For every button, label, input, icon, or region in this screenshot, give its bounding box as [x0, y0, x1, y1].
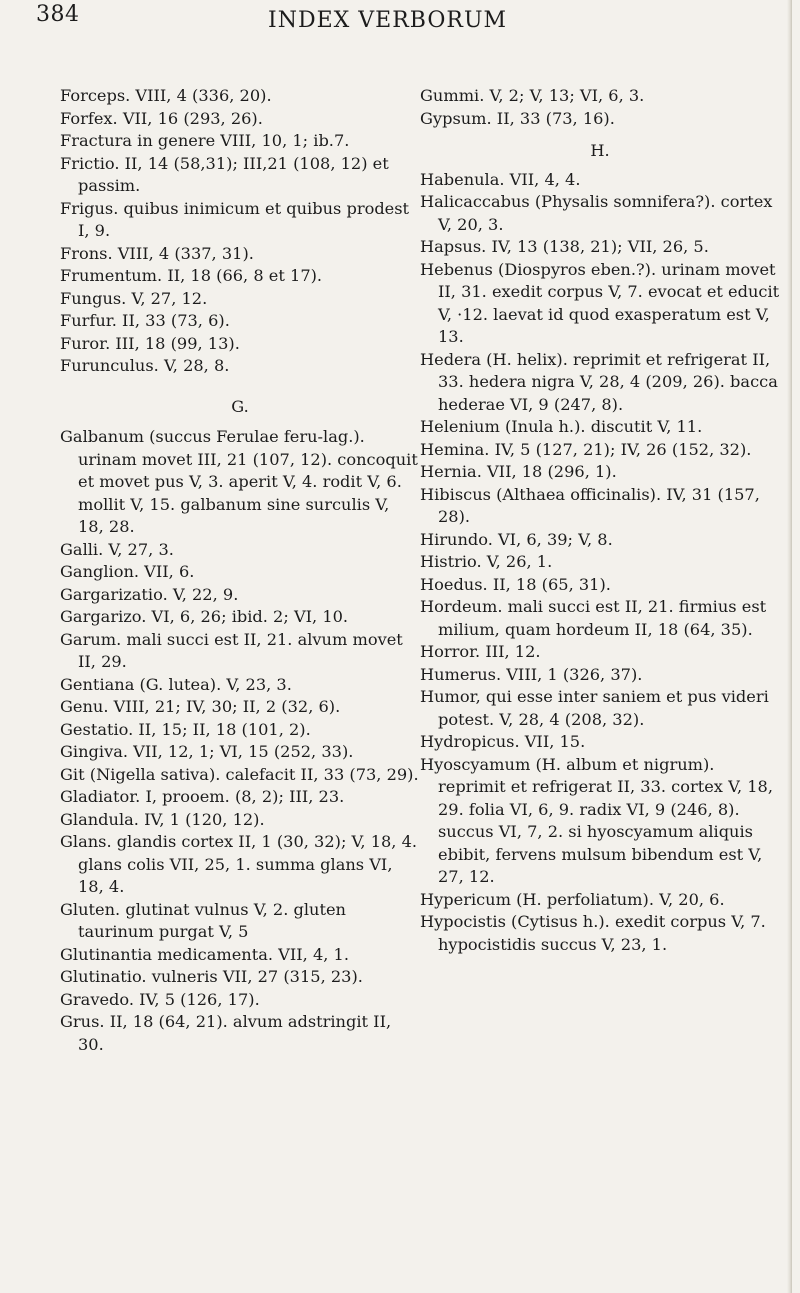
index-entry: Galli. V, 27, 3. [60, 539, 174, 559]
index-entry: Forfex. VII, 16 (293, 26). [60, 108, 263, 128]
right-column [420, 85, 780, 956]
index-entry: Git (Nigella sativa). calefacit II, 33 (73, 29). [60, 764, 419, 784]
index-entry: Hedera (H. helix). reprimit et refrigerat II, 33. hedera nigra V, 28, 4 (209, 26). bacca hederae VI, 9 (247, 8). [420, 349, 778, 414]
index-entry: Histrio. V, 26, 1. [420, 552, 553, 571]
index-entry: Hydropicus. VII, 15. [420, 732, 586, 751]
index-entry: Ganglion. VII, 6. [60, 562, 195, 581]
index-entry: Furfur. II, 33 (73, 6). [60, 311, 230, 330]
index-entry: Gargarizo. VI, 6, 26; ibid. 2; VI, 10. [60, 607, 349, 626]
index-entry: Halicaccabus (Physalis somnifera?). cortex V, 20, 3. [420, 192, 773, 234]
index-entry: Hirundo. VI, 6, 39; V, 8. [420, 529, 613, 549]
section-letter-h: H. [590, 141, 610, 160]
index-entry: Hyoscyamum (H. album et nigrum). reprimit et refrigerat II, 33. cortex V, 18, 29. folia VI, 6, 9. radix VI, 9 (246, 8). succus VI, 7, 2. si hyoscyamum aliquis ebibit, fervens mulsum bibendum est V, 27, 12. [420, 754, 773, 886]
index-entry: Hernia. VII, 18 (296, 1). [420, 462, 617, 481]
index-entry: Genu. VIII, 21; IV, 30; II, 2 (32, 6). [60, 697, 341, 716]
index-entry: Hordeum. mali succi est II, 21. firmius est milium, quam hordeum II, 18 (64, 35). [420, 597, 767, 639]
index-entry: Frictio. II, 14 (58,31); III,21 (108, 12) et passim. [60, 153, 389, 195]
left-column [60, 85, 420, 1056]
index-entry: Fractura in genere VIII, 10, 1; ib.7. [60, 131, 350, 150]
index-entry: Gluten. glutinat vulnus V, 2. gluten taurinum purgat V, 5 [60, 899, 346, 941]
index-entry: Hypocistis (Cytisus h.). exedit corpus V, 7. hypocistidis succus V, 23, 1. [420, 912, 766, 954]
page-number: 384 [36, 2, 80, 27]
index-entry: Furunculus. V, 28, 8. [60, 356, 230, 375]
index-entry: Galbanum (succus Ferulae feru-lag.). urinam movet III, 21 (107, 12). concoquit et movet pus V, 3. aperit V, 4. rodit V, 6. mollit V, 15. galbanum sine surculis V, 18, 28. [60, 427, 418, 536]
index-entry: Gypsum. II, 33 (73, 16). [420, 108, 615, 128]
index-entry: Hemina. IV, 5 (127, 21); IV, 26 (152, 32). [420, 439, 752, 459]
index-entry: Hypericum (H. perfoliatum). V, 20, 6. [420, 889, 725, 909]
index-entry: Glutinantia medicamenta. VII, 4, 1. [60, 944, 349, 964]
index-entry: Gladiator. I, prooem. (8, 2); III, 23. [60, 787, 345, 806]
index-entry: Gravedo. IV, 5 (126, 17). [60, 989, 260, 1009]
index-entry: Forceps. VIII, 4 (336, 20). [60, 86, 272, 105]
page-edge-shadow [787, 0, 792, 1293]
index-entry: Gentiana (G. lutea). V, 23, 3. [60, 674, 292, 694]
index-entry: Fungus. V, 27, 12. [60, 288, 208, 308]
index-entry: Gummi. V, 2; V, 13; VI, 6, 3. [420, 86, 645, 105]
index-entry: Hebenus (Diospyros eben.?). urinam movet II, 31. exedit corpus V, 7. evocat et educit V, ·12. laevat id quod exasperatum est V, 13. [420, 259, 780, 346]
index-entry: Hapsus. IV, 13 (138, 21); VII, 26, 5. [420, 237, 709, 256]
index-entry: Frons. VIII, 4 (337, 31). [60, 243, 254, 263]
index-entry: Glutinatio. vulneris VII, 27 (315, 23). [60, 967, 363, 986]
index-entry: Helenium (Inula h.). discutit V, 11. [420, 417, 703, 436]
index-entry: Gargarizatio. V, 22, 9. [60, 584, 239, 604]
index-entry: Horror. III, 12. [420, 642, 541, 661]
index-entry: Humor, qui esse inter saniem et pus videri potest. V, 28, 4 (208, 32). [420, 687, 769, 729]
section-letter-g: G. [231, 396, 249, 416]
index-entry: Hoedus. II, 18 (65, 31). [420, 574, 611, 594]
index-entry: Grus. II, 18 (64, 21). alvum adstringit II, 30. [60, 1012, 392, 1054]
index-entry: Frumentum. II, 18 (66, 8 et 17). [60, 266, 323, 285]
index-entry: Habenula. VII, 4, 4. [420, 169, 581, 189]
index-entry: Glandula. IV, 1 (120, 12). [60, 809, 265, 829]
index-entry: Gingiva. VII, 12, 1; VI, 15 (252, 33). [60, 742, 354, 761]
index-entry: Furor. III, 18 (99, 13). [60, 333, 240, 353]
index-entry: Humerus. VIII, 1 (326, 37). [420, 664, 643, 684]
index-entry: Glans. glandis cortex II, 1 (30, 32); V, 18, 4. glans colis VII, 25, 1. summa glans VI, 18, 4. [60, 832, 418, 896]
index-entry: Frigus. quibus inimicum et quibus prodest I, 9. [60, 198, 410, 240]
index-entry: Gestatio. II, 15; II, 18 (101, 2). [60, 719, 311, 739]
index-entry: Garum. mali succi est II, 21. alvum movet II, 29. [60, 629, 403, 671]
running-title: INDEX VERBORUM [268, 8, 508, 33]
index-entry: Hibiscus (Althaea officinalis). IV, 31 (157, 28). [420, 484, 760, 526]
